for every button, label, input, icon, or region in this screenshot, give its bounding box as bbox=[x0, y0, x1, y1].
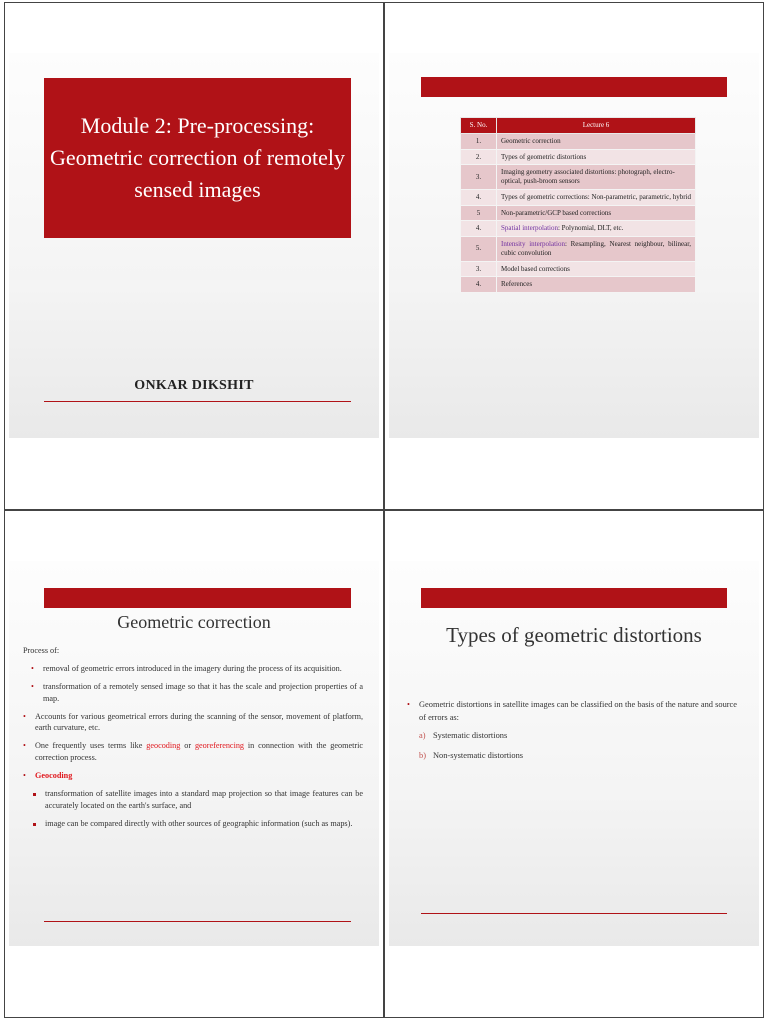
table-row bbox=[461, 165, 696, 190]
header-sno: S. No. bbox=[461, 118, 497, 134]
slide-body bbox=[23, 645, 363, 830]
row-number: 4. bbox=[461, 277, 497, 293]
bullet-text: Geometric distortions in satellite images can be classified on the basis of the nature and source of errors as: bbox=[419, 700, 737, 722]
bullet-dot-icon: • bbox=[407, 700, 410, 709]
row-text-content: Geometric correction bbox=[501, 136, 561, 145]
bullet-text-part: or bbox=[180, 741, 195, 751]
row-text bbox=[497, 221, 696, 237]
bullet-text bbox=[35, 740, 363, 764]
row-text-content: References bbox=[501, 280, 533, 289]
list-marker: a) bbox=[419, 731, 426, 741]
row-number: 4. bbox=[461, 189, 497, 205]
row-text bbox=[497, 133, 696, 149]
row-number: 1. bbox=[461, 133, 497, 149]
list-item bbox=[407, 730, 737, 743]
table-row bbox=[461, 261, 696, 277]
bullet-item bbox=[407, 699, 737, 724]
slide-distortion-types bbox=[389, 561, 759, 946]
row-text-content: : Polynomial, DLT, etc. bbox=[557, 224, 624, 233]
bullet-text: image can be compared directly with other sources of geographic information (such as maps). bbox=[45, 818, 353, 828]
bullet-text: Geocoding bbox=[35, 771, 73, 781]
slide-title bbox=[9, 53, 379, 438]
row-number: 2. bbox=[461, 149, 497, 165]
intro-text: Process of: bbox=[23, 646, 60, 655]
header-bar bbox=[44, 588, 351, 608]
row-number: 5. bbox=[461, 237, 497, 262]
bullet-text: transformation of satellite images into a standard map projection so that image features can be accurately located on the earth's surface, and bbox=[45, 789, 363, 810]
table-row bbox=[461, 189, 696, 205]
bullet-dot-icon: • bbox=[31, 663, 34, 673]
header-bar bbox=[421, 77, 727, 97]
row-text bbox=[497, 237, 696, 262]
highlight-term: Intensity interpolation bbox=[501, 240, 565, 248]
term-geocoding: geocoding bbox=[146, 741, 181, 751]
slide-body bbox=[407, 699, 737, 769]
divider-line bbox=[44, 921, 351, 922]
table-row bbox=[461, 133, 696, 149]
list-text: Non-systematic distortions bbox=[433, 750, 524, 760]
row-text bbox=[497, 261, 696, 277]
row-text-content: : Resampling, Nearest neighbour, bilinear, cubic convolution bbox=[501, 240, 691, 257]
table-row bbox=[461, 237, 696, 262]
divider-line bbox=[44, 401, 351, 402]
bullet-text: transformation of a remotely sensed image so that it has the scale and projection properties of a map. bbox=[43, 681, 363, 703]
table-header-row bbox=[461, 118, 696, 134]
highlight-term: Spatial interpolation bbox=[501, 224, 558, 233]
square-bullet-icon bbox=[33, 818, 45, 830]
bullet-dot-icon: • bbox=[23, 771, 26, 781]
row-text bbox=[497, 189, 696, 205]
bullet-text-part: in connection with the geometric correction process. bbox=[35, 741, 363, 763]
bullet-text: Accounts for various geometrical errors during the scanning of the sensor, movement of platform, earth curvature, etc. bbox=[35, 711, 363, 733]
slide-contents bbox=[389, 53, 759, 438]
table-row bbox=[461, 221, 696, 237]
table-row bbox=[461, 149, 696, 165]
bullet-item bbox=[23, 818, 363, 830]
table-row bbox=[461, 277, 696, 293]
row-text-content: Types of geometric corrections: Non-parametric, parametric, hybrid bbox=[501, 192, 691, 201]
term-georeferencing: georeferencing bbox=[194, 741, 245, 751]
row-number: 4. bbox=[461, 221, 497, 237]
row-number: 5 bbox=[461, 205, 497, 221]
header-bar bbox=[421, 588, 727, 608]
title-banner bbox=[44, 78, 351, 238]
bullet-text: removal of geometric errors introduced in the imagery during the process of its acquisition. bbox=[43, 663, 342, 673]
list-marker: b) bbox=[419, 750, 426, 760]
slide-heading: Types of geometric distortions bbox=[446, 623, 702, 647]
bullet-item bbox=[23, 663, 363, 675]
bullet-item bbox=[23, 740, 363, 764]
bullet-dot-icon: • bbox=[23, 741, 26, 751]
row-text-content: Types of geometric distortions bbox=[501, 152, 587, 161]
row-text-content: Model based corrections bbox=[501, 264, 570, 273]
slide-heading: Geometric correction bbox=[117, 612, 271, 632]
slide-title-text: Module 2: Pre-processing: Geometric correction of remotely sensed images bbox=[49, 113, 346, 202]
list-text: Systematic distortions bbox=[433, 731, 508, 741]
bullet-item bbox=[23, 770, 363, 782]
row-text-content: Non-parametric/GCP based corrections bbox=[501, 208, 612, 217]
bullet-text-part: One frequently uses terms like bbox=[35, 741, 147, 751]
slide-cell-1 bbox=[4, 2, 384, 510]
list-item bbox=[407, 750, 737, 763]
row-text bbox=[497, 277, 696, 293]
table-row bbox=[461, 205, 696, 221]
bullet-dot-icon: • bbox=[31, 681, 34, 691]
slide-cell-4 bbox=[384, 510, 764, 1018]
slide-cell-3 bbox=[4, 510, 384, 1018]
row-text bbox=[497, 165, 696, 190]
row-number: 3. bbox=[461, 261, 497, 277]
bullet-item bbox=[23, 788, 363, 812]
slide-cell-2 bbox=[384, 2, 764, 510]
bullet-dot-icon: • bbox=[23, 711, 26, 721]
header-lecture: Lecture 6 bbox=[497, 118, 696, 134]
slide-geometric-correction bbox=[9, 561, 379, 946]
square-bullet-icon bbox=[33, 788, 45, 812]
divider-line bbox=[421, 913, 727, 914]
author-name: ONKAR DIKSHIT bbox=[134, 378, 254, 393]
bullet-item bbox=[23, 681, 363, 705]
row-text-content: Imaging geometry associated distortions: photograph, electro-optical, push-broom sensors bbox=[501, 168, 675, 185]
contents-table bbox=[460, 117, 696, 293]
bullet-item bbox=[23, 711, 363, 735]
row-number: 3. bbox=[461, 165, 497, 190]
row-text bbox=[497, 149, 696, 165]
row-text bbox=[497, 205, 696, 221]
